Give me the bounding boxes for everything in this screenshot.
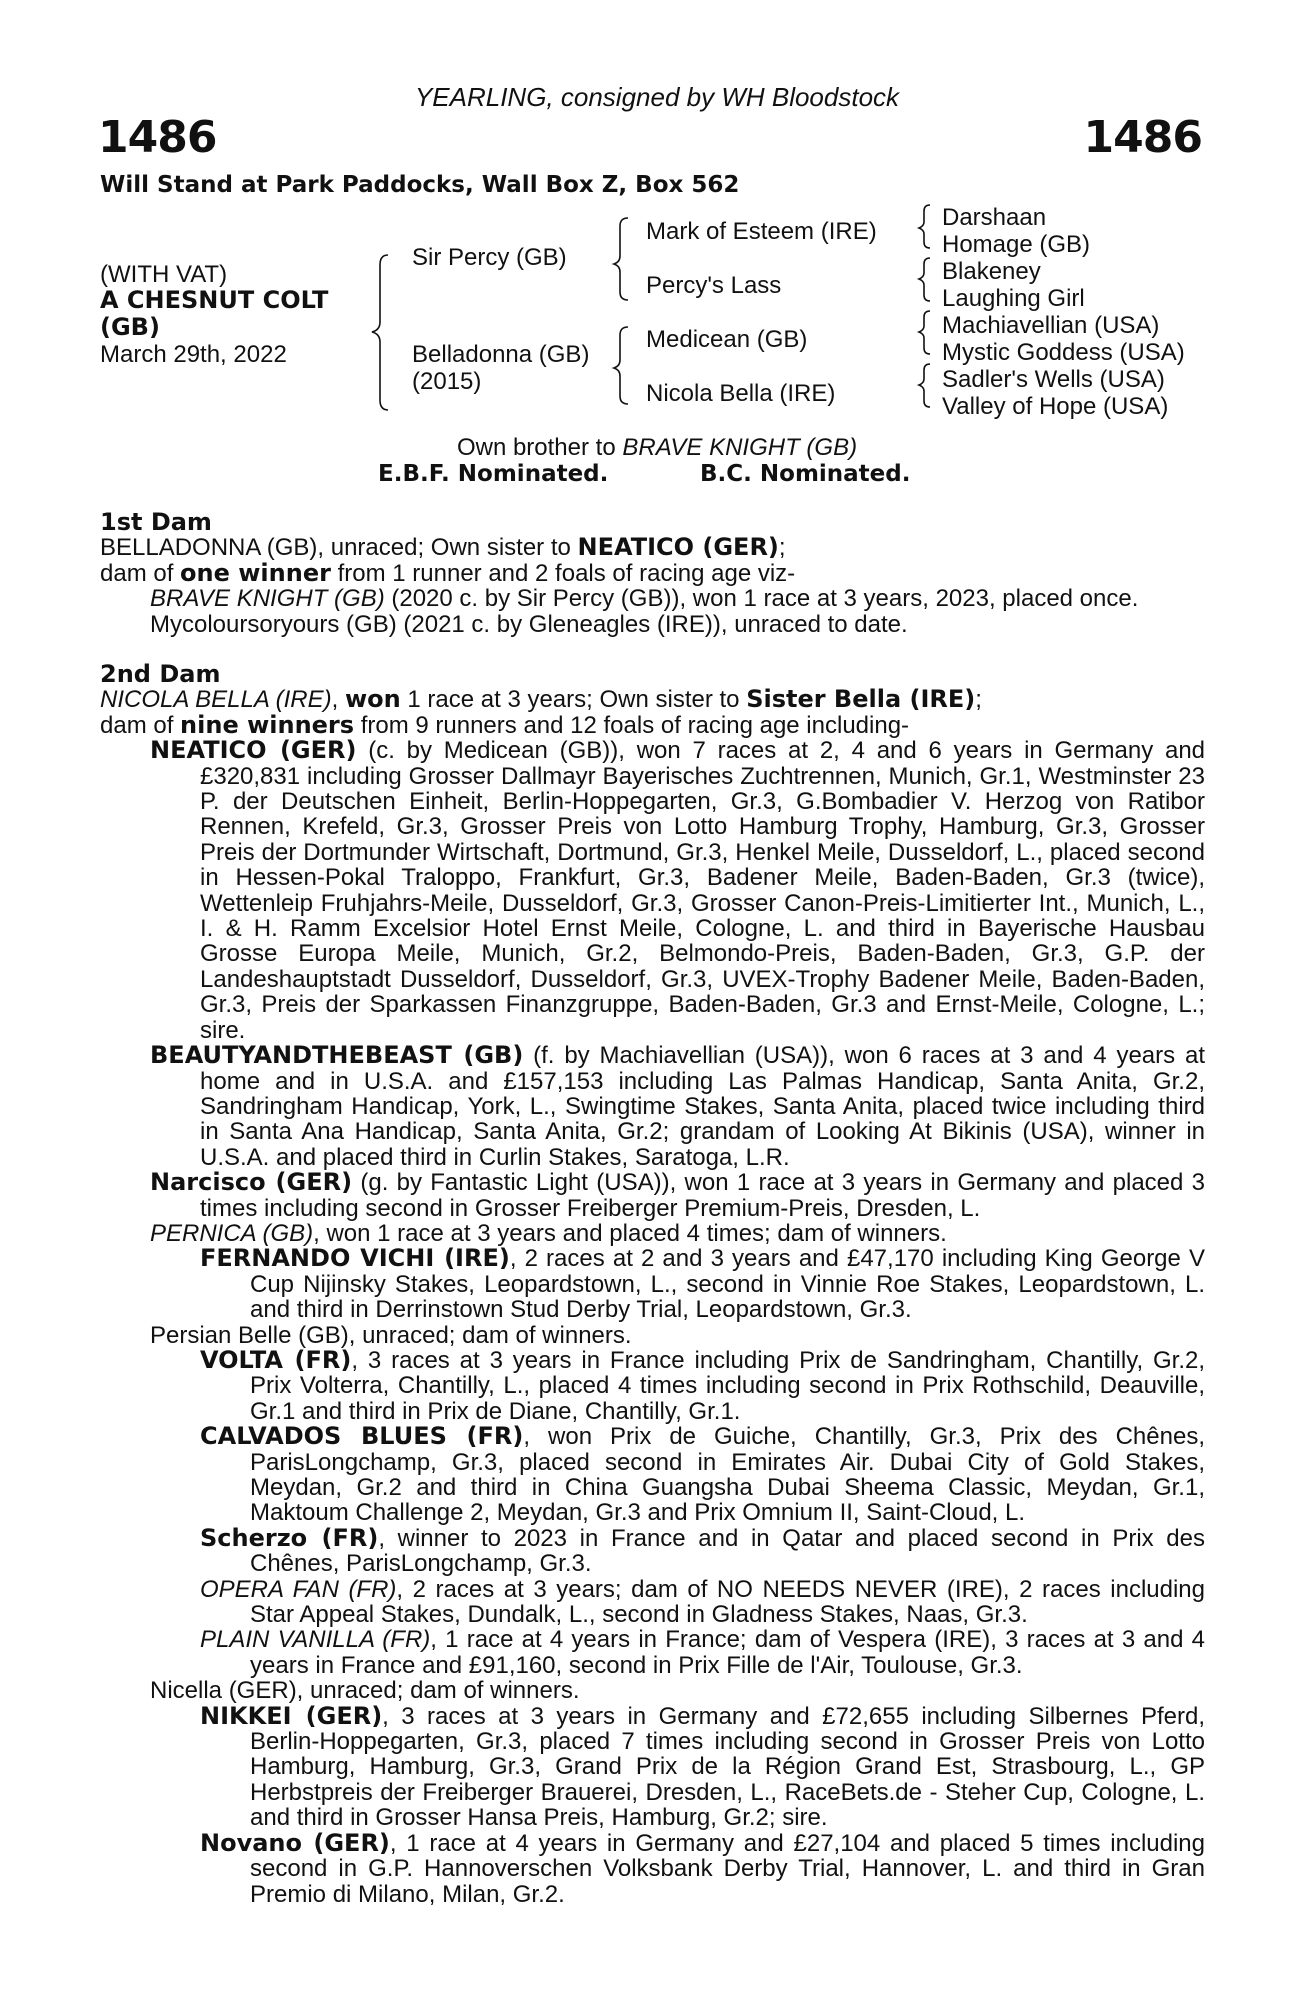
ebf-nominated: E.B.F. Nominated.	[378, 461, 609, 487]
second-dam-heading: 2nd Dam	[100, 660, 221, 688]
dam-year: (2015)	[412, 368, 482, 395]
own-brother-note	[0, 434, 1314, 461]
lot-number-right: 1486	[1083, 112, 1202, 163]
sire-dam: Percy's Lass	[646, 272, 782, 299]
produce-volta: VOLTA (FR), 3 races at 3 years in France including Prix de Sandringham, Chantilly, Gr.2, Prix Volterra, Chantilly, L., placed 4 times including second in Prix Rothschild, Deauville, Gr.1 and third in Prix de Diane, Chantilly, Gr.1.	[200, 1345, 1206, 1425]
foaling-date: March 29th, 2022	[100, 341, 287, 368]
produce-opera-fan: OPERA FAN (FR), 2 races at 3 years; dam of NO NEEDS NEVER (IRE), 2 races including Star Appeal Stakes, Dundalk, L., second in Gladness Stakes, Naas, Gr.3.	[200, 1575, 1205, 1629]
ancestor-8: Valley of Hope (USA)	[942, 393, 1169, 420]
produce-neatico: NEATICO (GER) (c. by Medicean (GB)), won 7 races at 2, 4 and 6 years in Germany and £320,831 including Grosser Dallmayr Bayerisches Zuchtrennen, Munich, Gr.1, Westminster 23 P. der Deutschen Einheit, Berlin-Hoppegarten, Gr.3, G.Bombadier V. Herzog von Ratibor Rennen, Krefeld, Gr.3, Grosser Preis von Lotto Hamburg Trophy, Hamburg, Gr.3, Grosser Preis der Dortmunder Wirtschaft, Dortmund, Gr.3, Henkel Meile, Dusseldorf, L., placed second in Hessen-Pokal Traloppo, Frankfurt, Gr.3, Badener Meile, Baden-Baden, Gr.3 (twice), Wettenleip Fruhjahrs-Meile, Dusseldorf, Gr.3, Grosser Canon-Preis-Limitierter Int., Munich, L., I. & H. Ramm Excelsior Hotel Ernst Meile, Cologne, L. and third in Bayerische Hausbau Grosse Europa Meile, Munich, Gr.2, Belmondo-Preis, Baden-Baden, Gr.3, G.P. der Landeshauptstadt Dusseldorf, Dusseldorf, Gr.3, UVEX-Trophy Badener Meile, Baden-Baden, Gr.3, Preis der Sparkassen Finanzgruppe, Baden-Baden, Gr.3 and Ernst-Meile, Cologne, L.; sire.	[150, 736, 1206, 1044]
own-brother-name: BRAVE KNIGHT (GB)	[622, 434, 858, 461]
produce-persian-belle: Persian Belle (GB), unraced; dam of winners.	[150, 1321, 632, 1349]
produce-narcisco: Narcisco (GER) (g. by Fantastic Light (USA)), won 1 race at 3 years in Germany and placed 3 times including second in Grosser Freiberger Premium-Preis, Dresden, L.	[150, 1168, 1205, 1222]
first-dam-section	[100, 510, 1205, 637]
horse-country: (GB)	[100, 313, 160, 341]
produce-nicella: Nicella (GER), unraced; dam of winners.	[150, 1677, 580, 1705]
dam-dam: Nicola Bella (IRE)	[646, 380, 836, 407]
first-dam-line-2: dam of one winner from 1 runner and 2 foals of racing age viz-	[100, 558, 796, 587]
produce-fernando-vichi: FERNANDO VICHI (IRE), 2 races at 2 and 3 years and £47,170 including King George V Cup Nijinsky Stakes, Leopardstown, L., second in Vinnie Roe Stakes, Leopardstown, L. and third in Derrinstown Stud Derby Trial, Leopardstown, Gr.3.	[200, 1244, 1205, 1324]
bc-nominated: B.C. Nominated.	[700, 461, 911, 487]
ancestor-5: Machiavellian (USA)	[942, 312, 1160, 339]
consignment-subtitle: YEARLING, consigned by WH Bloodstock	[414, 82, 900, 112]
produce-scherzo: Scherzo (FR), winner to 2023 in France and in Qatar and placed second in Prix des Chênes, ParisLongchamp, Gr.3.	[200, 1523, 1205, 1578]
first-dam-line-1: BELLADONNA (GB), unraced; Own sister to NEATICO (GER);	[100, 533, 786, 562]
produce-calvados-blues: CALVADOS BLUES (FR), won Prix de Guiche, Chantilly, Gr.3, Prix des Chênes, ParisLongchamp, Gr.3, placed second in Emirates Air. Dubai City of Gold Stakes, Meydan, Gr.2 and third in China Guangsha Dubai Sheema Classic, Meydan, Gr.1, Maktoum Challenge 2, Meydan, Gr.3 and Prix Omnium II, Saint-Cloud, L.	[200, 1422, 1205, 1527]
horse-description: A CHESNUT COLT	[100, 286, 329, 314]
ancestor-1: Darshaan	[942, 204, 1047, 231]
produce-novano: Novano (GER), 1 race at 4 years in Germany and £27,104 and placed 5 times including second in G.P. Hannoverschen Volksbank Derby Trial, Hannover, L. and third in Gran Premio di Milano, Milan, Gr.2.	[200, 1828, 1205, 1908]
lot-number-left: 1486	[98, 112, 217, 163]
first-dam-heading: 1st Dam	[100, 508, 212, 536]
ancestor-3: Blakeney	[942, 258, 1041, 285]
sire-sire: Mark of Esteem (IRE)	[646, 218, 877, 245]
produce-plain-vanilla: PLAIN VANILLA (FR), 1 race at 4 years in France; dam of Vespera (IRE), 3 races at 3 and 4 years in France and £91,160, second in Prix Fille de l'Air, Toulouse, Gr.3.	[200, 1626, 1205, 1679]
stand-location: Will Stand at Park Paddocks, Wall Box Z, Box 562	[100, 172, 740, 198]
produce-nikkei: NIKKEI (GER), 3 races at 3 years in Germany and £72,655 including Silbernes Pferd, Berlin-Hoppegarten, Gr.3, placed 7 times including second in Grosser Preis von Lotto Hamburg, Hamburg, Gr.3, Grand Prix de la Région Grand Est, Strasbourg, L., GP Herbstpreis der Freiberger Brauerei, Dresden, L., RaceBets.de - Steher Cup, Cologne, L. and third in Grosser Hansa Preis, Hamburg, Gr.2; sire.	[200, 1701, 1206, 1832]
second-dam-section	[100, 662, 1205, 1907]
ancestor-4: Laughing Girl	[942, 285, 1085, 312]
produce-pernica: PERNICA (GB), won 1 race at 3 years and placed 4 times; dam of winners.	[150, 1219, 947, 1247]
ancestor-2: Homage (GB)	[942, 231, 1091, 258]
ancestor-6: Mystic Goddess (USA)	[942, 339, 1185, 366]
produce-beautyandthebeast: BEAUTYANDTHEBEAST (GB) (f. by Machiavellian (USA)), won 6 races at 3 and 4 years at home and in U.S.A. and £157,153 including Las Palmas Handicap, Santa Anita, Gr.2, Sandringham Handicap, York, L., Swingtime Stakes, Santa Anita, placed twice including third in Santa Ana Handicap, Santa Anita, Gr.2; grandam of Looking At Bikinis (USA), winner in U.S.A. and placed third in Curlin Stakes, Saratoga, L.R.	[150, 1041, 1205, 1171]
vat-label: (WITH VAT)	[100, 261, 228, 288]
first-dam-produce-1: BRAVE KNIGHT (GB) (2020 c. by Sir Percy (GB)), won 1 race at 3 years, 2023, placed once.	[150, 585, 1139, 613]
ancestor-7: Sadler's Wells (USA)	[942, 366, 1165, 393]
second-dam-line-1: NICOLA BELLA (IRE), won 1 race at 3 years; Own sister to Sister Bella (IRE);	[100, 685, 982, 714]
dam-name: Belladonna (GB)	[412, 341, 590, 368]
own-brother-prefix: Own brother to	[456, 434, 616, 461]
sire-name: Sir Percy (GB)	[412, 244, 567, 271]
second-dam-line-2: dam of nine winners from 9 runners and 12 foals of racing age including-	[100, 710, 910, 739]
dam-sire: Medicean (GB)	[646, 326, 808, 353]
first-dam-produce-2: Mycoloursoryours (GB) (2021 c. by Gleneagles (IRE)), unraced to date.	[150, 610, 908, 638]
